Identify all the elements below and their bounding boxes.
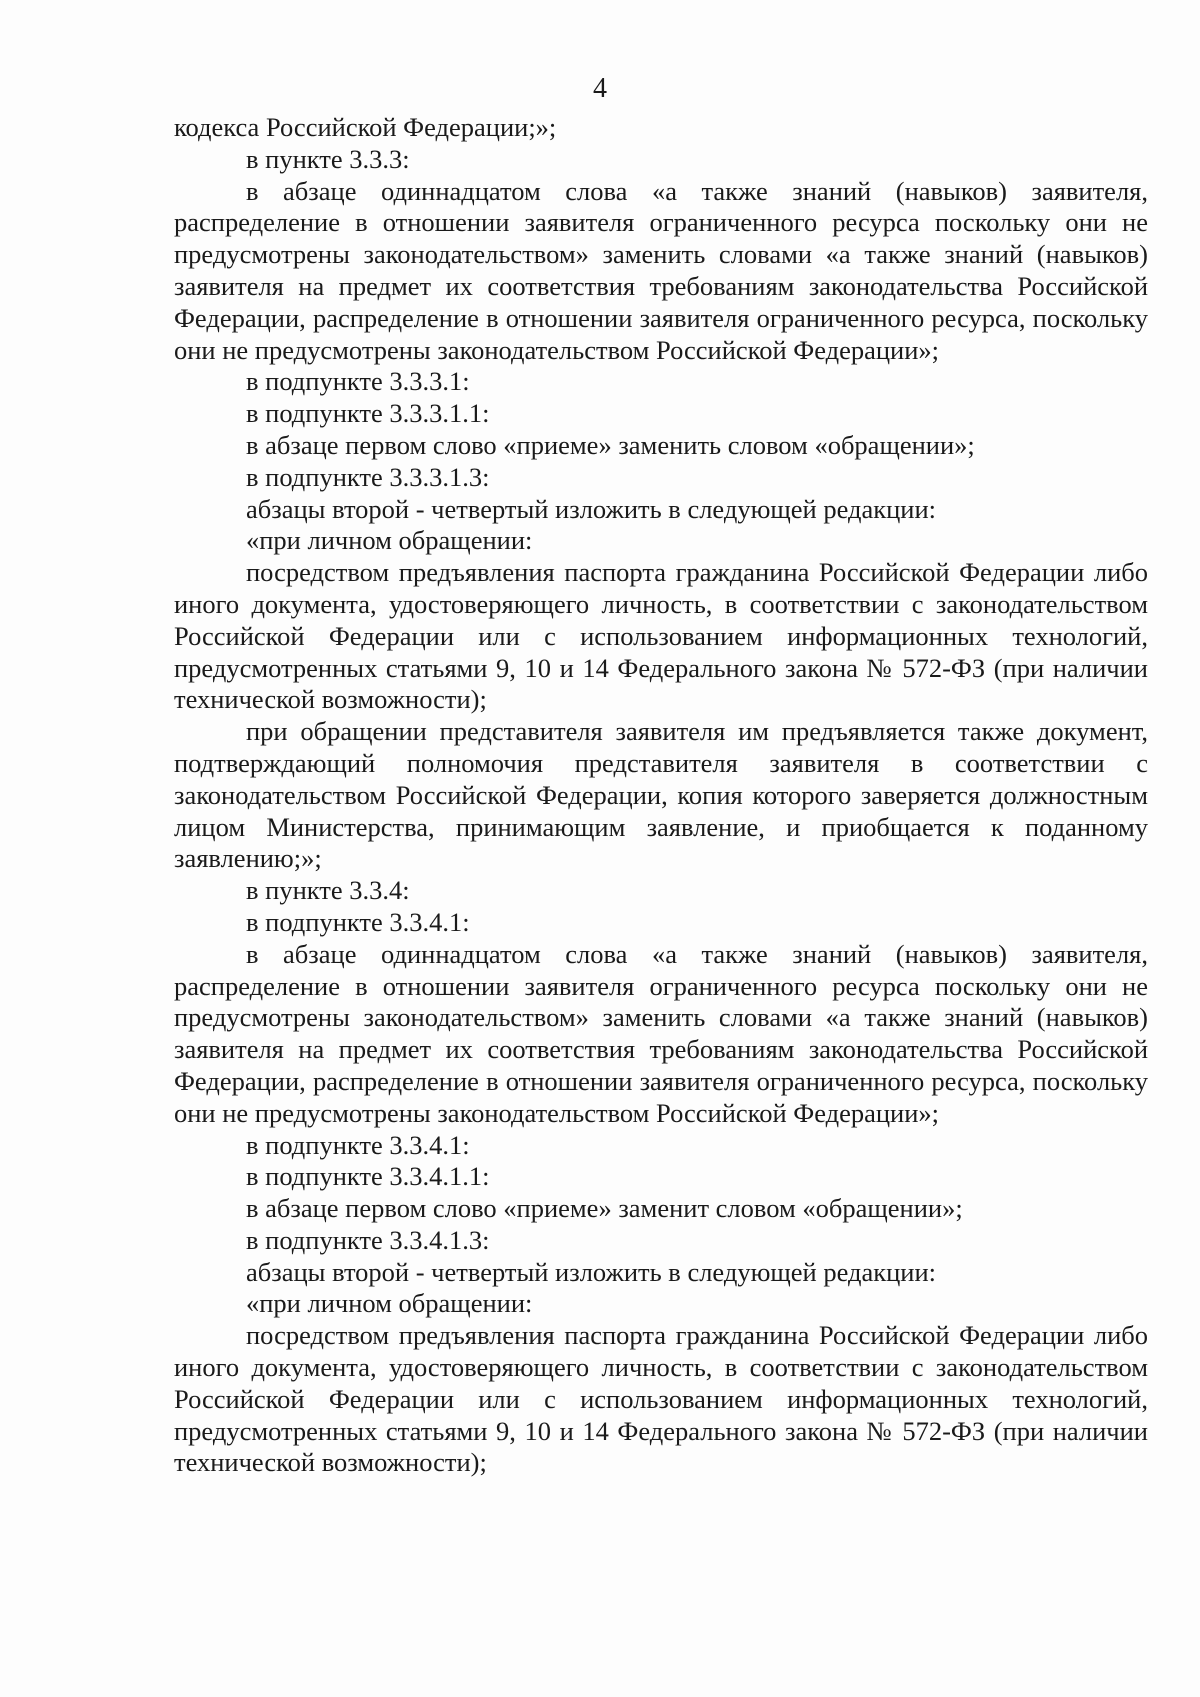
paragraph: в абзаце одиннадцатом слова «а также знаний (навыков) заявителя, распределение в отношении заявителя ограниченного ресурса поскольку они не предусмотрены законодательством» заменить словами «а также знаний (навыков) заявителя на предмет их соответствия требованиям законодательства Российской Федерации, распределение в отношении заявителя ограниченного ресурса, поскольку они не предусмотрены законодательством Российской Федерации»; <box>174 938 1148 1128</box>
paragraph: в абзаце одиннадцатом слова «а также знаний (навыков) заявителя, распределение в отношении заявителя ограниченного ресурса поскольку они не предусмотрены законодательством» заменить словами «а также знаний (навыков) заявителя на предмет их соответствия требованиям законодательства Российской Федерации, распределение в отношении заявителя ограниченного ресурса, поскольку они не предусмотрены законодательством Российской Федерации»; <box>174 175 1148 365</box>
paragraph: в подпункте 3.3.4.1.3: <box>246 1224 490 1255</box>
paragraph: посредством предъявления паспорта гражданина Российской Федерации либо иного документа, удостоверяющего личность, в соответствии с законодательством Российской Федерации или с использованием информационных технологий, предусмотренных статьями 9, 10 и 14 Федерального закона № 572-ФЗ (при наличии технической возможности); <box>174 1320 1148 1478</box>
paragraph: в подпункте 3.3.4.1.1: <box>246 1161 490 1192</box>
paragraph: в подпункте 3.3.4.1: <box>246 906 470 937</box>
paragraph: в абзаце первом слово «приеме» заменить словом «обращении»; <box>246 429 975 460</box>
paragraph: в пункте 3.3.4: <box>246 875 410 906</box>
paragraph: абзацы второй - четвертый изложить в следующей редакции: <box>246 493 937 524</box>
paragraph: в подпункте 3.3.3.1.3: <box>246 461 490 492</box>
paragraph: в пункте 3.3.3: <box>246 143 410 174</box>
paragraph: кодекса Российской Федерации;»; <box>174 112 557 142</box>
document-body <box>174 112 1148 1479</box>
paragraph: в абзаце первом слово «приеме» заменит словом «обращении»; <box>246 1193 963 1224</box>
paragraph: при обращении представителя заявителя им предъявляется также документ, подтверждающий полномочия представителя заявителя в соответствии с законодательством Российской Федерации, копия которого заверяется должностным лицом Министерства, принимающим заявление, и приобщается к поданному заявлению;»; <box>174 716 1148 874</box>
paragraph: «при личном обращении: <box>246 525 533 556</box>
paragraph: в подпункте 3.3.3.1: <box>246 366 470 397</box>
paragraph: «при личном обращении: <box>246 1288 533 1319</box>
page-number: 4 <box>593 73 607 104</box>
paragraph: посредством предъявления паспорта гражданина Российской Федерации либо иного документа, удостоверяющего личность, в соответствии с законодательством Российской Федерации или с использованием информационных технологий, предусмотренных статьями 9, 10 и 14 Федерального закона № 572-ФЗ (при наличии технической возможности); <box>174 557 1148 715</box>
paragraph: в подпункте 3.3.4.1: <box>246 1129 470 1160</box>
paragraph: абзацы второй - четвертый изложить в следующей редакции: <box>246 1256 937 1287</box>
paragraph: в подпункте 3.3.3.1.1: <box>246 398 490 429</box>
